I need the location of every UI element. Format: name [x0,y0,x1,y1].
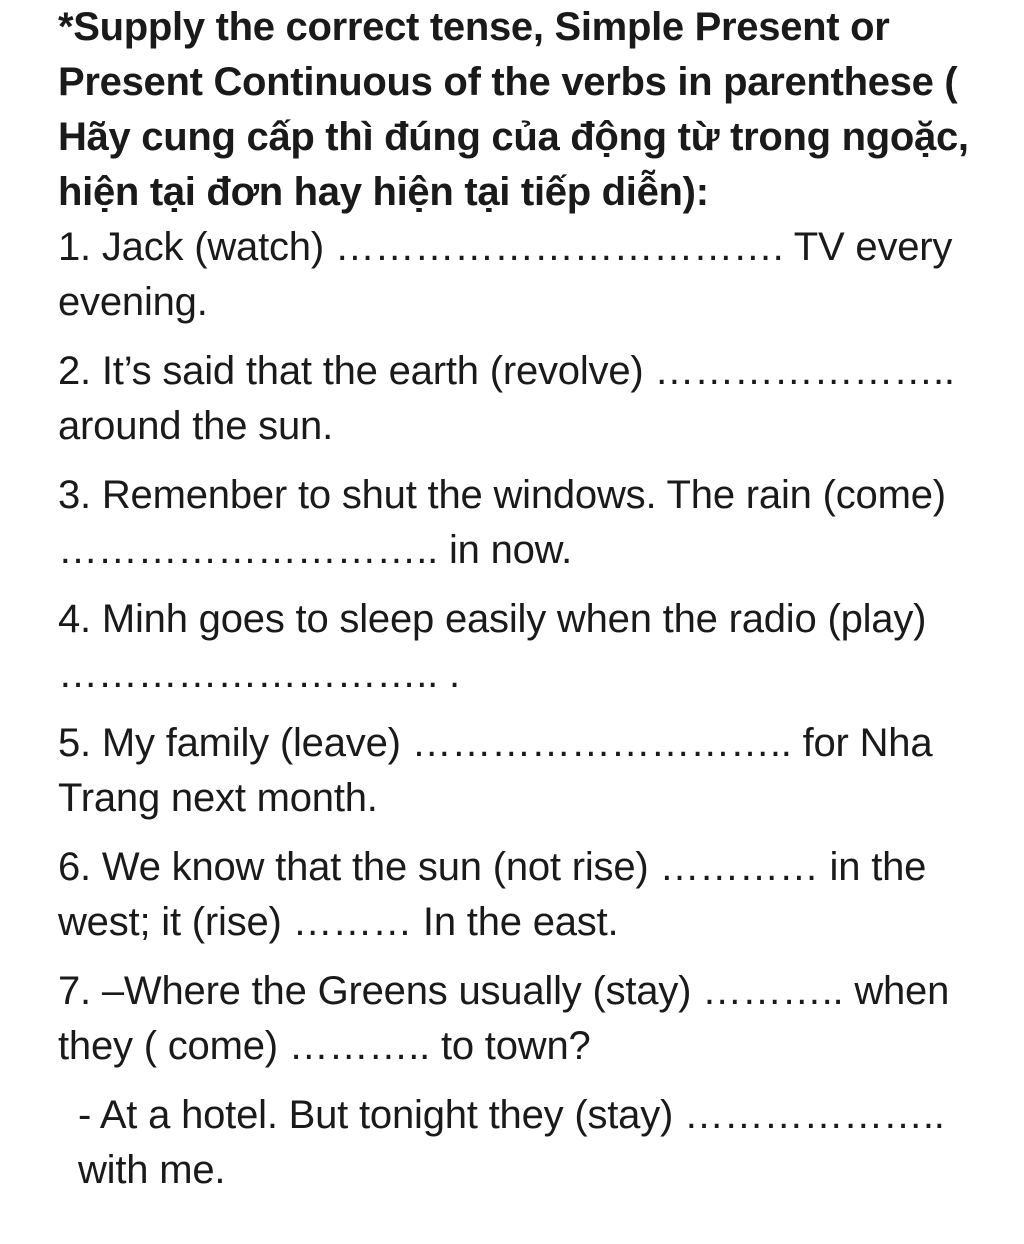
exercise-page [58,0,998,1198]
exercise-item-4: 4. Minh goes to sleep easily when the radio (play) ……………………….. . [58,597,927,696]
exercise-item-5: 5. My family (leave) ……………………….. for Nha Trang next month. [58,721,933,820]
exercise-item-7-answer: - At a hotel. But tonight they (stay) ……………….. with me. [78,1093,945,1192]
exercise-item-1: 1. Jack (watch) ……………………………. TV every evening. [58,225,953,324]
exercise-item-7: 7. –Where the Greens usually (stay) ……….. when they ( come) ……….. to town? [58,969,950,1068]
exercise-item-6: 6. We know that the sun (not rise) ………… in the west; it (rise) ……… In the east. [58,845,927,944]
exercise-instructions: *Supply the correct tense, Simple Present or Present Continuous of the verbs in parenthese ( Hãy cung cấp thì đúng của động từ trong ngoặc, hiện tại đơn hay hiện tại tiếp diễn): [58,5,969,214]
exercise-item-3: 3. Remenber to shut the windows. The rain (come) ……………………….. in now. [58,473,946,572]
exercise-item-2: 2. It’s said that the earth (revolve) ………………….. around the sun. [58,349,955,448]
